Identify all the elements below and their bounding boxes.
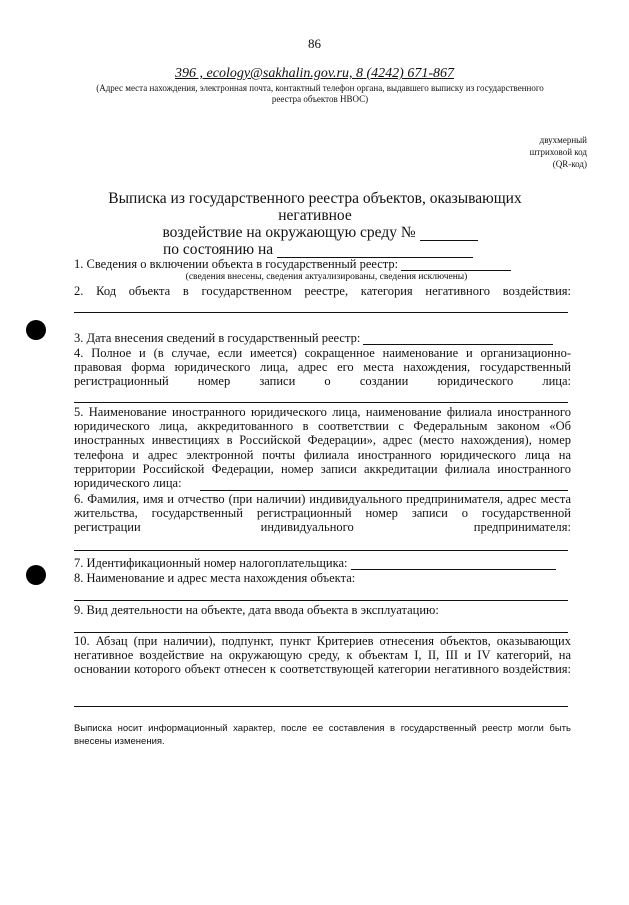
qr-label-line-2: штриховой код <box>529 147 587 157</box>
title-line-3: по состоянию на <box>162 241 274 258</box>
item-7-text: 7. Идентификационный номер налогоплательщика: <box>74 556 348 570</box>
item-2-blank-line <box>74 312 568 313</box>
punch-hole-top <box>26 320 46 340</box>
page-number: 86 <box>308 36 321 51</box>
punch-hole-bottom <box>26 565 46 585</box>
item-7-blank <box>351 557 556 570</box>
item-1-text: 1. Сведения о включении объекта в государственный реестр: <box>74 257 399 271</box>
item-1-blank <box>401 258 511 271</box>
title-line-1: Выписка из государственного реестра объектов, оказывающих негативное <box>108 190 522 224</box>
issuer-contact-caption: (Адрес места нахождения, электронная почта, контактный телефон органа, выдавшего выписку из государственного реестра объектов НВОС) <box>96 83 544 104</box>
item-2: 2. Код объекта в государственном реестре, категория негативного воздействия: <box>74 284 571 298</box>
item-3-blank <box>363 332 553 345</box>
item-1 <box>74 257 571 271</box>
item-10: 10. Абзац (при наличии), подпункт, пункт Критериев отнесения объектов, оказывающих негативное воздействие на окружающую среду, к объектам I, II, III и IV категорий, на основании которого объект отнесен к соответствующей категории негативного воздействия: <box>74 634 571 677</box>
item-5-blank-line <box>200 490 568 491</box>
item-4-blank-line <box>74 402 568 403</box>
item-1-caption: (сведения внесены, сведения актуализированы, сведения исключены) <box>185 272 468 282</box>
item-7 <box>74 556 571 570</box>
item-5: 5. Наименование иностранного юридического лица, наименование филиала иностранного юридического лица, аккредитованного в соответствии с Федеральным законом «Об иностранных инвестициях в Российской Федерации», адрес (место нахождения), номер телефона и адрес электронной почты филиала иностранного юридического лица на территории Российской Федерации, номер записи аккредитации филиала иностранного юридического лица: <box>74 405 571 491</box>
qr-label-line-1: двухмерный <box>539 135 587 145</box>
item-8-blank-line <box>74 600 568 601</box>
item-6: 6. Фамилия, имя и отчество (при наличии) индивидуального предпринимателя, адрес места жительства, государственный регистрационный номер записи о государственной регистрации индивидуального предпринимателя: <box>74 492 571 535</box>
footnote: Выписка носит информационный характер, после ее составления в государственный реестр могли быть внесены изменения. <box>74 723 571 747</box>
item-3 <box>74 331 571 345</box>
title-line-2: воздействие на окружающую среду № <box>162 224 416 241</box>
item-6-blank-line <box>74 550 568 551</box>
qr-code-label <box>477 134 587 170</box>
item-4: 4. Полное и (в случае, если имеется) сокращенное наименование и организационно-правовая форма юридического лица, адрес его места нахождения, государственный регистрационный номер записи о создании юридического лица: <box>74 346 571 389</box>
issuer-contact-line: 396 , ecology@sakhalin.gov.ru, 8 (4242) 671-867 <box>175 66 454 81</box>
item-9: 9. Вид деятельности на объекте, дата ввода объекта в эксплуатацию: <box>74 603 439 617</box>
item-3-text: 3. Дата внесения сведений в государственный реестр: <box>74 331 361 345</box>
document-title <box>70 190 560 258</box>
item-10-blank-line <box>74 706 568 707</box>
item-8: 8. Наименование и адрес места нахождения объекта: <box>74 571 356 585</box>
item-9-blank-line <box>74 632 568 633</box>
qr-label-line-3: (QR-код) <box>552 159 587 169</box>
